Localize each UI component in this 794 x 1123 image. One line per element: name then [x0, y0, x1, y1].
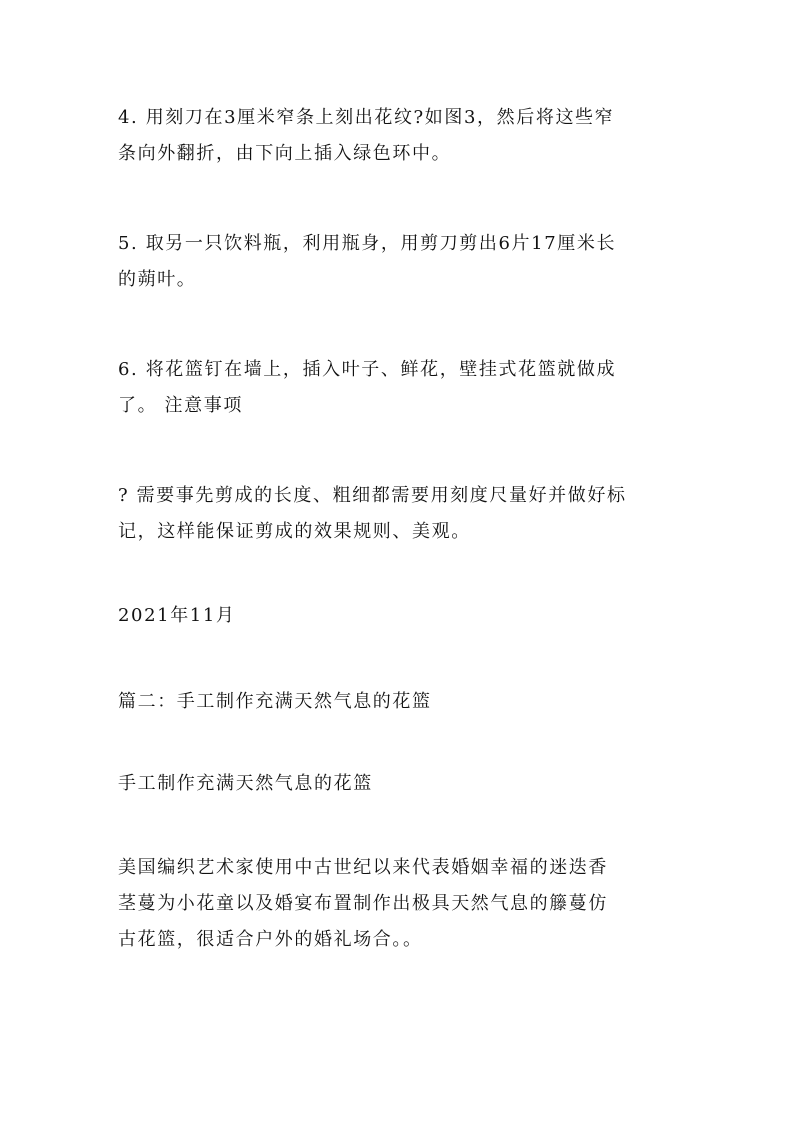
paragraph-line: ? 需要事先剪成的长度、粗细都需要用刻度尺量好并做好标 — [118, 485, 627, 506]
article-body-paragraph — [118, 850, 678, 958]
date-text: 2021年11月 — [118, 605, 236, 626]
section-heading — [118, 684, 678, 720]
paragraph-line: 古花篮，很适合户外的婚礼场合。。 — [118, 929, 423, 950]
paragraph-line: 茎蔓为小花童以及婚宴布置制作出极具天然气息的籐蔓仿 — [118, 893, 608, 914]
step-5-paragraph — [118, 226, 678, 298]
paragraph-line: 的蒴叶。 — [118, 269, 197, 290]
paragraph-line: 5. 取另一只饮料瓶，利用瓶身，用剪刀剪出6片17厘米长 — [118, 233, 617, 254]
paragraph-line: 美国编织艺术家使用中古世纪以来代表婚姻幸福的迷迭香 — [118, 857, 608, 878]
date-line — [118, 598, 678, 634]
article-title-text: 手工制作充满天然气息的花篮 — [118, 773, 373, 794]
paragraph-line: 了。 注意事项 — [118, 395, 243, 416]
section-heading-text: 篇二：手工制作充满天然气息的花篮 — [118, 691, 432, 712]
note-paragraph — [118, 478, 678, 550]
paragraph-line: 6. 将花篮钉在墙上，插入叶子、鲜花，壁挂式花篮就做成 — [118, 359, 617, 380]
paragraph-line: 4. 用刻刀在3厘米窄条上刻出花纹?如图3，然后将这些窄 — [118, 107, 615, 128]
paragraph-line: 记，这样能保证剪成的效果规则、美观。 — [118, 521, 471, 542]
article-title — [118, 766, 678, 802]
paragraph-line: 条向外翻折，由下向上插入绿色环中。 — [118, 143, 452, 164]
step-4-paragraph — [118, 100, 678, 172]
step-6-paragraph — [118, 352, 678, 424]
